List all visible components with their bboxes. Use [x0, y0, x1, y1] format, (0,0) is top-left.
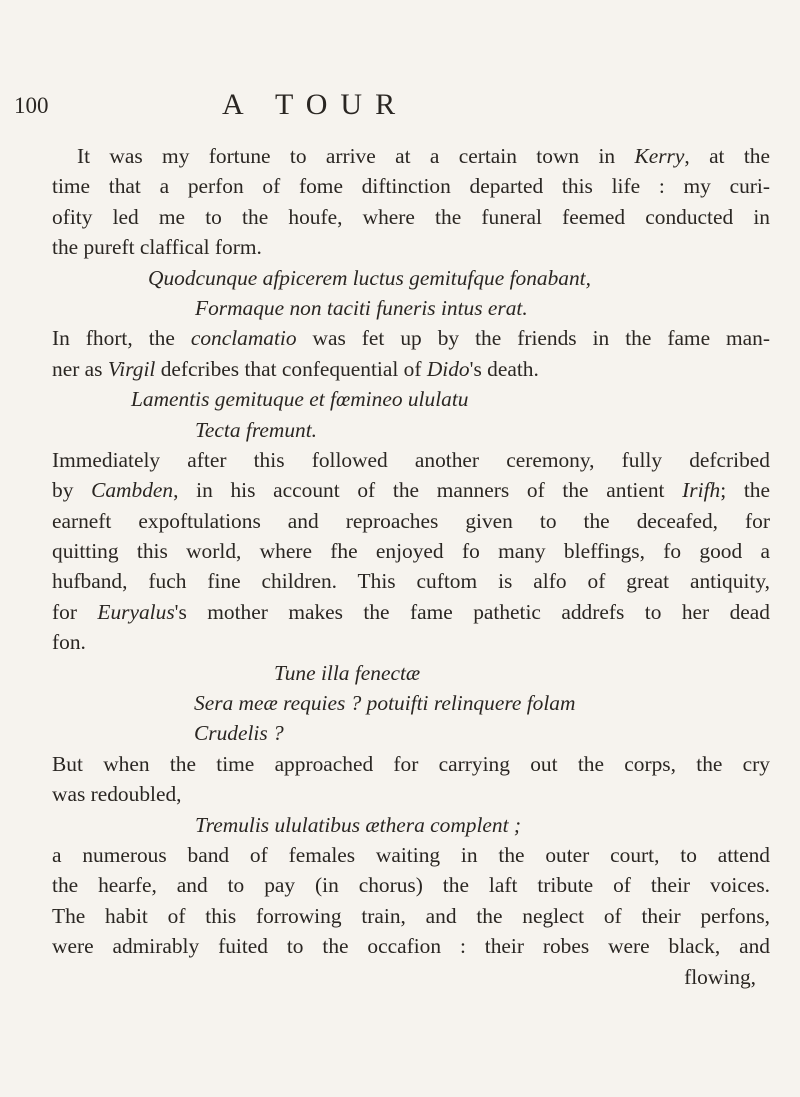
text-line: the pureft claffical form. [52, 235, 262, 260]
verse-line: Sera meæ requies ? potuifti relinquere folam [194, 691, 576, 716]
text-line: ner as Virgil defcribes that confequential of Dido's death. [52, 356, 539, 381]
text-line: The habit of this forrowing train, and the neglect of their perfons, [52, 903, 770, 928]
page-number: 100 [14, 93, 49, 118]
text-line: In fhort, the conclamatio was fet up by the friends in the fame man- [52, 326, 770, 351]
text-line: Immediately after this followed another ceremony, fully defcribed [52, 447, 770, 472]
verse-line: Tecta fremunt. [195, 417, 318, 442]
text-line: the hearfe, and to pay (in chorus) the laft tribute of their voices. [52, 873, 770, 898]
text-line: a numerous band of females waiting in the outer court, to attend [52, 842, 770, 867]
verse-line: Formaque non taciti funeris intus erat. [195, 295, 528, 320]
running-title: A TOUR [222, 88, 409, 121]
text-line: quitting this world, where fhe enjoyed fo many bleffings, fo good a [52, 539, 770, 564]
text-line: But when the time approached for carrying out the corps, the cry [52, 751, 770, 776]
verse-line: Crudelis ? [194, 721, 284, 746]
verse-line: Quodcunque afpicerem luctus gemitufque fonabant, [148, 265, 591, 290]
text-line: hufband, fuch fine children. This cuftom is alfo of great antiquity, [52, 569, 770, 594]
text-line: was redoubled, [52, 782, 182, 807]
verse-line: Tune illa fenectæ [274, 660, 421, 685]
verse-line: Tremulis ululatibus æthera complent ; [195, 812, 522, 837]
catchword: flowing, [684, 964, 756, 989]
text-line: earneft expoftulations and reproaches given to the deceafed, for [52, 508, 770, 533]
text-line: by Cambden, in his account of the manners of the antient Irifh; the [52, 478, 770, 503]
text-line: It was my fortune to arrive at a certain town in Kerry, at the [77, 144, 770, 168]
text-line: for Euryalus's mother makes the fame pathetic addrefs to her dead [52, 599, 770, 624]
text-line: were admirably fuited to the occafion : their robes were black, and [52, 934, 770, 959]
text-line: ofity led me to the houfe, where the funeral feemed conducted in [52, 204, 770, 229]
verse-line: Lamentis gemituque et fœmineo ululatu [131, 387, 469, 412]
text-line: fon. [52, 630, 86, 655]
body-text [52, 141, 770, 992]
text-line: time that a perfon of fome diftinction departed this life : my curi- [52, 174, 770, 199]
